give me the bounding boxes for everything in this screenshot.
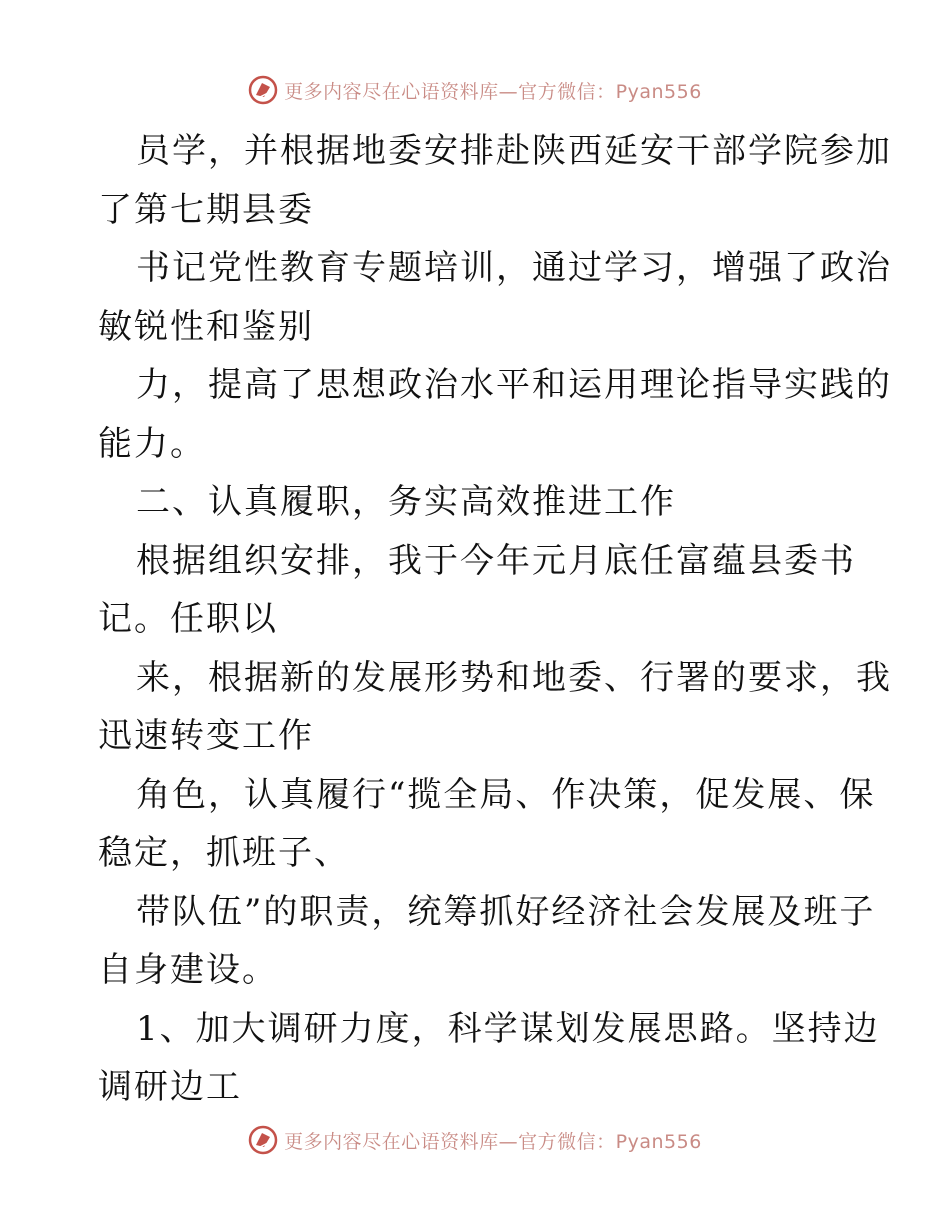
document-body	[98, 122, 892, 1117]
text-line: 稳定，抓班子、	[98, 833, 350, 873]
section-heading: 二、认真履职，务实高效推进工作	[136, 482, 676, 522]
text-line: 角色，认真履行“揽全局、作决策，促发展、保	[136, 774, 876, 815]
watermark-text: 更多内容尽在心语资料库—官方微信：Pyan556	[284, 80, 702, 103]
text-line: 迅速转变工作	[98, 716, 314, 756]
text-line: 力，提高了思想政治水平和运用理论指导实践的	[136, 365, 892, 405]
header-watermark	[0, 70, 950, 110]
text-line: 能力。	[98, 423, 206, 464]
text-line: 敏锐性和鉴别	[98, 306, 314, 347]
text-line: 员学，并根据地委安排赴陕西延安干部学院参加	[136, 131, 892, 171]
text-line: 书记党性教育专题培训，通过学习，增强了政治	[136, 248, 892, 288]
footer-watermark	[0, 1120, 950, 1160]
text-line: 带队伍”的职责，统筹抓好经济社会发展及班子	[136, 891, 876, 932]
text-line: 调研边工	[98, 1067, 242, 1107]
text-line: 自身建设。	[98, 950, 278, 990]
text-line: 1、加大调研力度，科学谋划发展思路。坚持边	[136, 1008, 880, 1049]
text-line: 根据组织安排，我于今年元月底任富蕴县委书	[136, 540, 856, 581]
text-line: 记。任职以	[98, 599, 278, 639]
watermark-text: 更多内容尽在心语资料库—官方微信：Pyan556	[284, 1130, 702, 1153]
book-logo-icon	[248, 1125, 278, 1155]
text-line: 来，根据新的发展形势和地委、行署的要求，我	[136, 657, 892, 698]
book-logo-icon	[248, 75, 278, 105]
text-line: 了第七期县委	[98, 189, 314, 230]
